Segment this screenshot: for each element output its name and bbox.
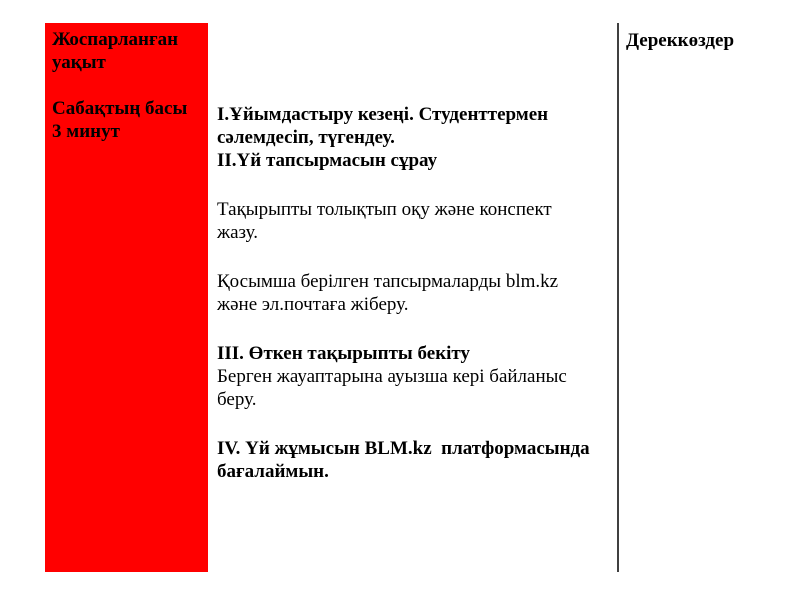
lesson-start-line: Сабақтың басы	[52, 98, 188, 119]
stage-1-line: I.Ұйымдастыру кезеңі. Студенттермен	[217, 104, 549, 125]
sources-column-header: Дереккөздер	[626, 30, 735, 51]
stage-4-line: IV. Үй жұмысын BLM.kz платформасында	[217, 438, 590, 459]
blank-line	[217, 411, 590, 437]
stage-4-line: бағалаймын.	[217, 461, 329, 482]
extra-tasks-line: Қосымша берілген тапсырмаларды blm.kz	[217, 271, 559, 292]
column-divider	[617, 23, 619, 572]
stage-3-heading: III. Өткен тақырыпты бекіту	[217, 343, 471, 364]
stage-2-line: II.Үй тапсырмасын сұрау	[217, 150, 438, 171]
blank-line	[217, 172, 590, 198]
planned-time-cell	[45, 23, 208, 572]
stage-3-body-line: беру.	[217, 389, 257, 410]
stage-1-line: сәлемдесіп, түгендеу.	[217, 127, 395, 148]
blank-line	[217, 316, 590, 342]
lesson-stages-cell	[217, 103, 590, 483]
stage-3-body-line: Берген жауаптарына ауызша кері байланыс	[217, 366, 567, 387]
lesson-start-line: 3 минут	[52, 121, 120, 142]
extra-tasks-line: және эл.почтаға жіберу.	[217, 294, 409, 315]
planned-time-line: уақыт	[52, 52, 106, 73]
planned-time-line: Жоспарланған	[52, 29, 179, 50]
task-reading-line: Тақырыпты толықтып оқу және конспект	[217, 199, 552, 220]
blank-line	[52, 74, 204, 97]
task-reading-line: жазу.	[217, 222, 259, 243]
blank-line	[217, 244, 590, 270]
